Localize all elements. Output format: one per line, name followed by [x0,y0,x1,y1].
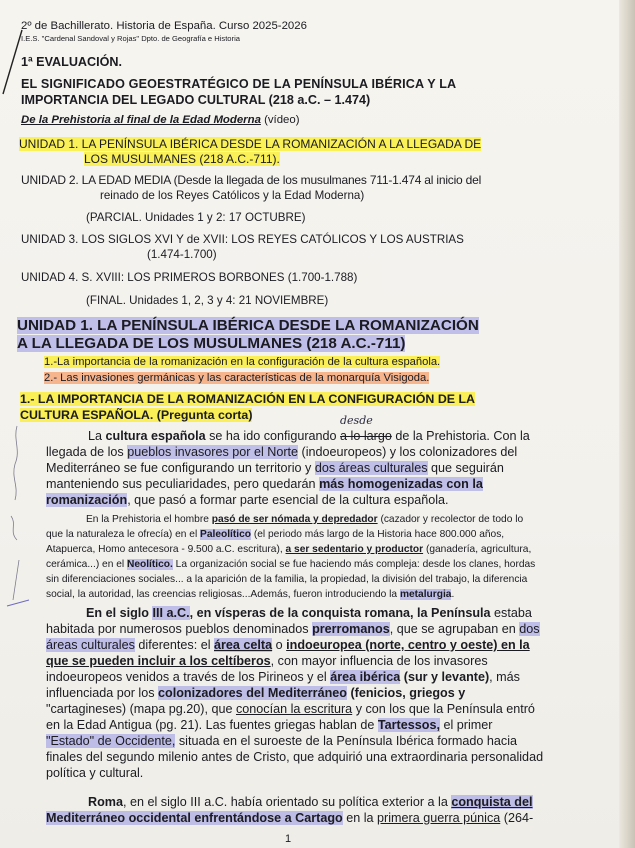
para3-line-7: "cartagineses) (mapa pg.20), que conocían la escritura y con los que la Península entró [46,702,535,716]
para3-line-1: En el siglo III a.C., en vísperas de la conquista romana, la Península estaba [86,606,532,620]
exam-final: (FINAL. Unidades 1, 2, 3 y 4: 21 NOVIEMBRE) [86,294,329,307]
para2-line-1: En la Prehistoria el hombre pasó de ser nómada y depredador (cazador y recolector de todo lo [86,514,524,525]
para2-line-2: que la naturaleza le ofrecía) en el Paleolítico (el periodo más largo de la Historia hace 800.000 años, [46,529,505,540]
handwritten-note: desde [340,414,373,427]
para3-line-3: áreas culturales diferentes: el área celta o indoeuropea (norte, centro y oeste) en la [46,638,530,652]
para2-line-5: sin diferenciaciones sociales... a la aparición de la familia, la propiedad, la división del trabajo, la diferencia [46,574,528,585]
para3-line-2: habitada por numerosos pueblos denominados prerromanos, que se agrupaban en dos [46,622,540,636]
unit-2-line-2: reinado de los Reyes Católicos y la Edad Moderna) [100,189,365,202]
page-edge-shadow [619,0,635,848]
para1-line-2: llegada de los pueblos invasores por el Norte (indoeuropeos) y los colonizadores del [46,445,518,459]
para3-line-6: influenciada por los colonizadores del Mediterráneo (fenicios, griegos y [46,686,466,700]
para4-line-2: Mediterráneo occidental enfrentándose a Cartago en la primera guerra púnica (264- [46,811,534,825]
para1-line-3: Mediterráneo se fue configurando un territorio y dos áreas culturales que seguirán [46,461,504,475]
unit-3-line-2: (1.474-1.700) [147,248,217,261]
index-item-2: 2.- Las invasiones germánicas y las características de la monarquía Visigoda. [44,372,430,384]
para2-line-4: cerámica...) en el Neolítico. La organización social se fue haciendo más compleja: desde los clanes, hordas [46,559,536,570]
main-title-line-1: EL SIGNIFICADO GEOESTRATÉGICO DE LA PENÍNSULA IBÉRICA Y LA [21,77,457,91]
unit-3-line-1: UNIDAD 3. LOS SIGLOS XVI Y de XVII: LOS REYES CATÓLICOS Y LOS AUSTRIAS [21,233,464,246]
para3-line-4: que se pueden incluir a los celtíberos, con mayor influencia de los invasores [46,654,488,668]
video-line [21,114,300,127]
index-item-1: 1.-La importancia de la romanización en la configuración de la cultura española. [44,356,441,368]
margin-scribble [3,420,33,610]
unit-1-line-2: LOS MUSULMANES (218 A.C.-711). [84,152,280,166]
exam-partial: (PARCIAL. Unidades 1 y 2: 17 OCTUBRE) [86,211,306,224]
para3-line-8: en la Edad Antigua (pg. 21). Las fuentes griegas hablan de Tartessos, el primer [46,718,493,732]
unit1-heading-line-2: A LA LLEGADA DE LOS MUSULMANES (218 A.C.-711) [17,335,406,352]
unit-4-line-1: UNIDAD 4. S. XVIII: LOS PRIMEROS BORBONES (1.700-1.788) [21,271,358,284]
evaluation-label: 1ª EVALUACIÓN. [21,55,122,69]
video-link[interactable]: De la Prehistoria al final de la Edad Moderna [21,114,261,126]
para3-line-9: "Estado" de Occidente, situada en el suroeste de la Península Ibérica formado hacia [46,734,518,748]
header-line-2: I.E.S. "Cardenal Sandoval y Rojas" Dpto. de Geografía e Historia [21,34,240,43]
main-title-line-2: IMPORTANCIA DEL LEGADO CULTURAL (218 a.C. – 1.474) [21,93,371,107]
unit-2-line-1: UNIDAD 2. LA EDAD MEDIA (Desde la llegada de los musulmanes 711-1.474 al inicio del [21,173,482,187]
para4-line-1: Roma, en el siglo III a.C. había orientado su política exterior a la conquista del [88,795,533,809]
para1-line-1: La cultura española se ha ido configurando a lo largo de la Prehistoria. Con la [88,429,530,443]
para2-line-6: social, la autoridad, las creencias religiosas...Además, fueron introduciendo la metalurgia. [46,589,455,600]
para2-line-3: Atapuerca, Homo antecesora - 9.500 a.C. escritura), a ser sedentario y productor (ganadería, agricultura, [46,544,532,555]
unit-1-line-1: UNIDAD 1. LA PENÍNSULA IBÉRICA DESDE LA ROMANIZACIÓN A LA LLEGADA DE [19,137,482,151]
section1-heading-line-2: CULTURA ESPAÑOLA. (Pregunta corta) [20,408,253,422]
unit1-heading-line-1: UNIDAD 1. LA PENÍNSULA IBÉRICA DESDE LA ROMANIZACIÓN [17,317,479,334]
para1-line-4: manteniendo sus peculiaridades, pero quedarán más homogenizadas con la [46,477,483,491]
para3-line-11: política y cultural. [46,766,144,780]
para3-line-5: indoeuropeos venidos a través de los Pirineos y el área ibérica (sur y levante), más [46,670,520,684]
para1-line-5: romanización, que pasó a formar parte esencial de la cultura española. [46,493,449,507]
page-number: 1 [285,833,292,845]
video-suffix: (vídeo) [260,114,300,126]
para3-line-10: finales del segundo milenio antes de Cristo, que adquirió una extraordinaria personalidad [46,750,544,764]
header-line-1: 2º de Bachillerato. Historia de España. Curso 2025-2026 [21,20,307,32]
section1-heading-line-1: 1.- LA IMPORTANCIA DE LA ROMANIZACIÓN EN LA CONFIGURACIÓN DE LA [20,392,475,406]
